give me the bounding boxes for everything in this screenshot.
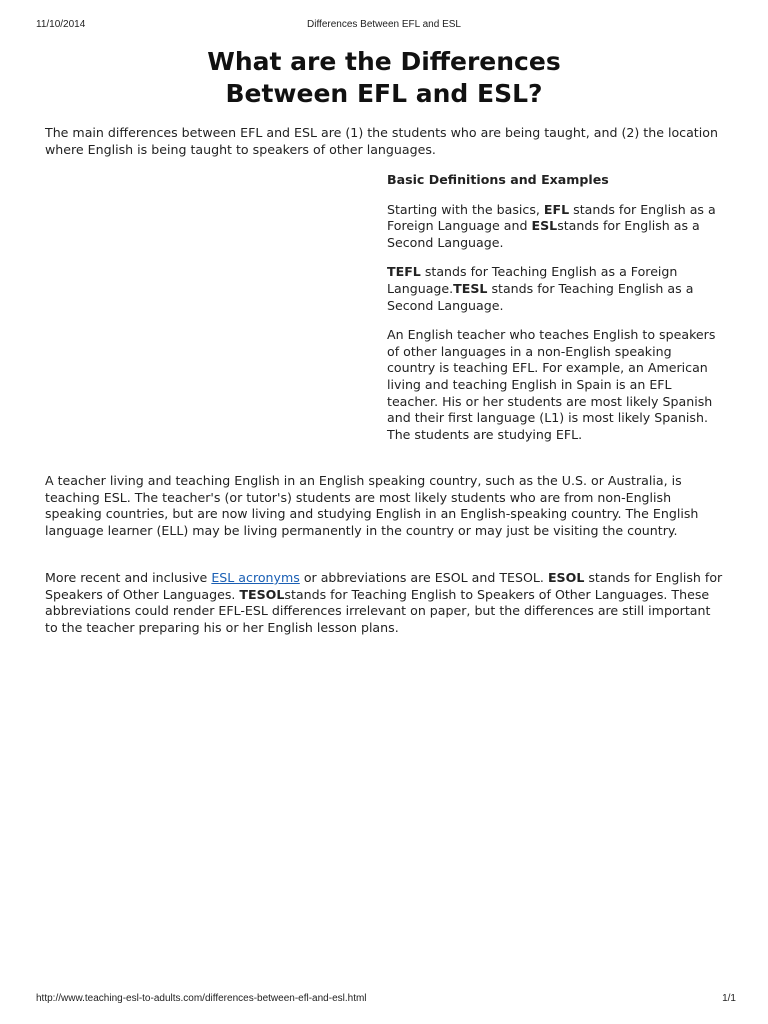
print-page-title: Differences Between EFL and ESL: [307, 19, 461, 30]
print-date: 11/10/2014: [36, 19, 86, 30]
esl-teacher-paragraph: A teacher living and teaching English in an English speaking country, such as the U.S. or Australia, is teaching ESL. The teacher's (or tutor's) students are most likely students who are from non-English speaking countries, but are now living and studying English in an English-speaking country. The English language learner (ELL) may be living permanently in the country or may just be visiting the country.: [45, 473, 699, 538]
basics-text-1: Starting with the basics,: [387, 201, 544, 217]
tefl-text-1: stands for Teaching English as a Foreign Language.: [387, 264, 678, 296]
recent-text-2: or abbreviations are ESOL and TESOL.: [299, 570, 548, 585]
page-title: [0, 46, 768, 110]
esl-acronyms-link[interactable]: ESL acronyms: [211, 570, 300, 585]
efl-teacher-paragraph: An English teacher who teaches English to speakers of other languages in a non-English speaking country is teaching EFL. For example, an American living and teaching English in Spain is an EFL teacher. His or her students are most likely Spanish and their first language (L1) is most likely Spanish. The students are studying EFL.: [387, 327, 716, 442]
print-url: http://www.teaching-esl-to-adults.com/differences-between-efl-and-esl.html: [36, 993, 367, 1004]
recent-text-4: stands for Teaching English to Speakers of Other Languages. These abbreviations could render EFL-ESL differences irrelevant on paper, but the differences are still important to the teacher preparing his or her English lesson plans.: [45, 586, 711, 635]
tefl-text-2: stands for Teaching English as a Second Language.: [387, 280, 694, 313]
basics-text-2: stands for English as a Foreign Language and: [387, 201, 716, 234]
term-esl: ESL: [531, 218, 558, 234]
term-tesl: TESL: [453, 280, 488, 296]
term-efl: EFL: [543, 201, 570, 217]
recent-acronyms-paragraph: [45, 570, 725, 636]
term-tefl: TEFL: [387, 264, 421, 280]
term-tesol: TESOL: [239, 586, 285, 602]
term-esol: ESOL: [547, 570, 585, 585]
basics-text-3: stands for English as a Second Language.: [387, 218, 700, 250]
right-column: [387, 172, 723, 456]
recent-text-3: stands for English for Speakers of Other Languages.: [45, 570, 723, 602]
page-title-line2: Between EFL and ESL?: [225, 79, 543, 108]
intro-paragraph: The main differences between EFL and ESL are (1) the students who are being taught, and (2) the location where English is being taught to speakers of other languages.: [45, 125, 718, 157]
print-page-number: 1/1: [722, 993, 736, 1004]
section-heading: Basic Definitions and Examples: [387, 172, 609, 187]
tefl-paragraph: [387, 264, 723, 314]
basics-paragraph: [387, 202, 723, 252]
page-title-line1: What are the Differences: [207, 47, 561, 76]
blank-ad-space: [45, 170, 375, 460]
recent-text-1: More recent and inclusive: [45, 570, 212, 585]
